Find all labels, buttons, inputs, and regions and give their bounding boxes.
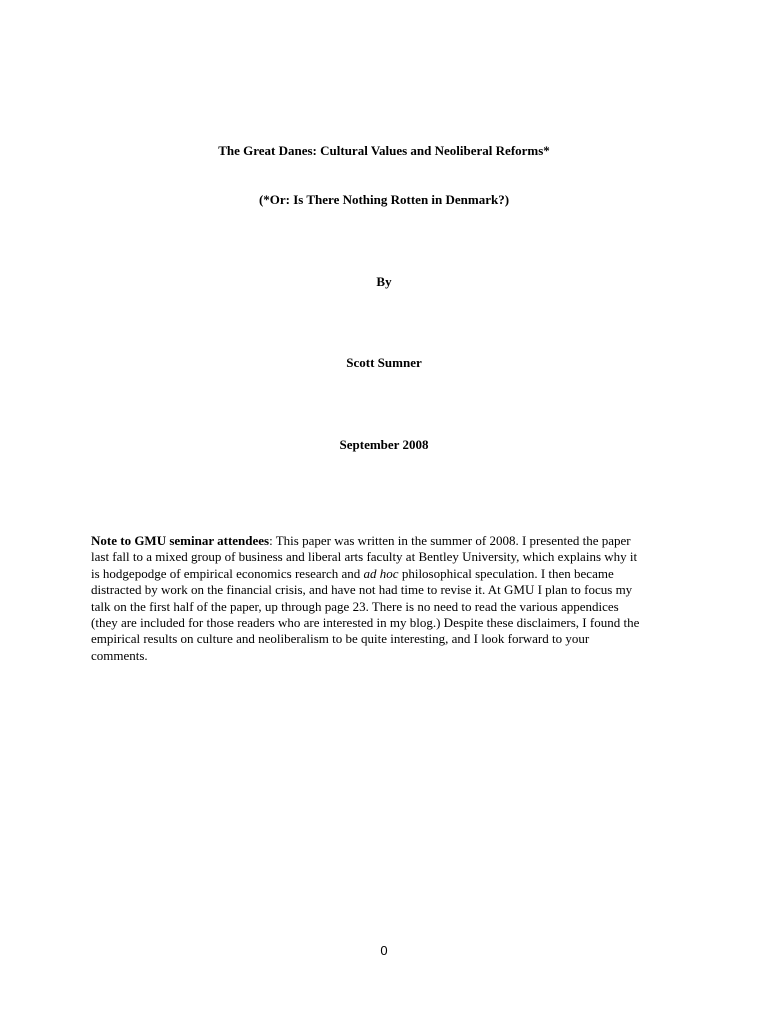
note-italic-text: ad hoc [363, 565, 399, 581]
paper-title: The Great Danes: Cultural Values and Neoliberal Reforms* [218, 143, 550, 158]
note-line [91, 533, 691, 549]
note-line-text: philosophical speculation. I then became [398, 565, 614, 581]
paper-date: September 2008 [339, 437, 429, 452]
note-line: last fall to a mixed group of business and liberal arts faculty at Bentley University, which explains why it [91, 549, 638, 565]
note-line: talk on the first half of the paper, up through page 23. There is no need to read the various appendices [91, 598, 619, 614]
note-line [91, 566, 691, 582]
paper-subtitle: (*Or: Is There Nothing Rotten in Denmark?) [258, 192, 510, 207]
note-line: empirical results on culture and neoliberalism to be quite interesting, and I look forward to your [91, 631, 590, 647]
note-line: comments. [91, 647, 148, 663]
note-label: Note to GMU seminar attendees [91, 533, 270, 548]
note-line: (they are included for those readers who are interested in my blog.) Despite these disclaimers, I found the [91, 615, 640, 631]
author-name: Scott Sumner [346, 355, 422, 370]
note-line-text: is hodgepodge of empirical economics research and [91, 565, 364, 581]
seminar-note [91, 533, 691, 664]
note-line: distracted by work on the financial crisis, and have not had time to revise it. At GMU I plan to focus my [91, 582, 633, 598]
page-number: 0 [380, 943, 388, 958]
note-line-text: : This paper was written in the summer of 2008. I presented the paper [269, 533, 631, 548]
by-label: By [376, 274, 392, 289]
